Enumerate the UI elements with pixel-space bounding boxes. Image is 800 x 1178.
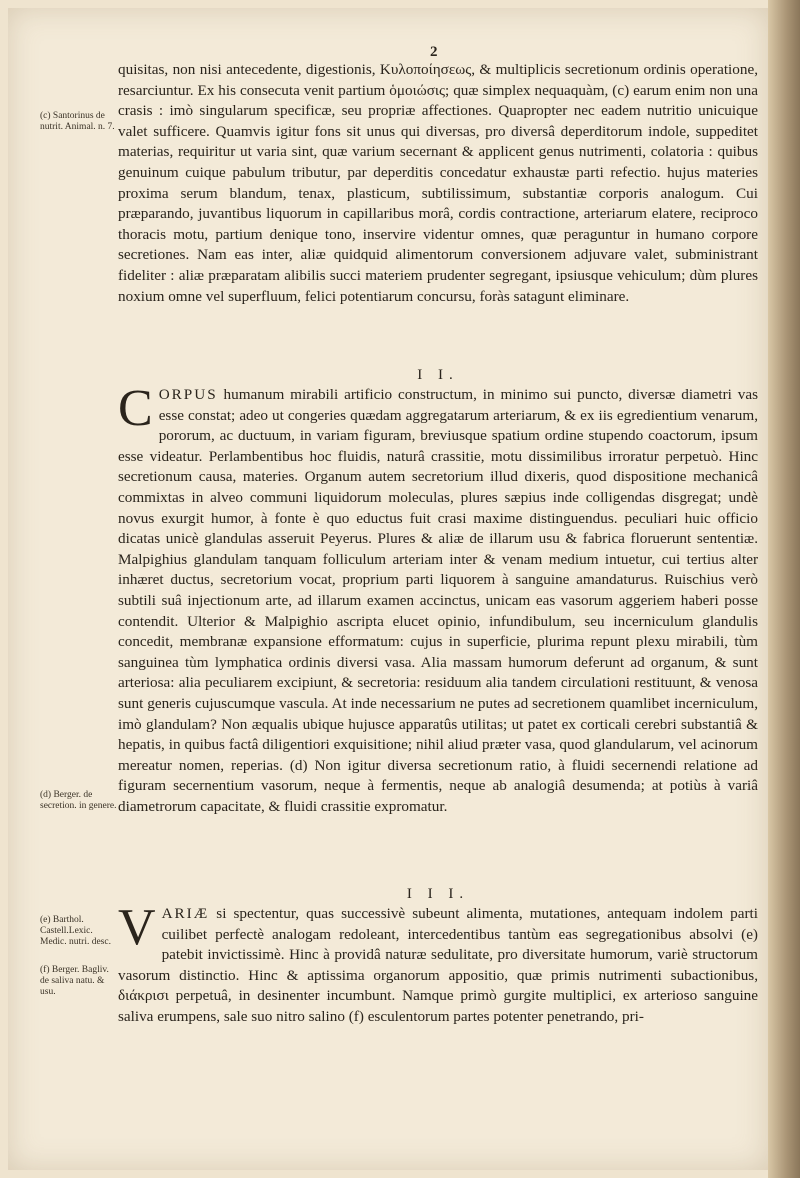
paragraph-2 [118,380,758,817]
paragraph-3 [118,899,758,1028]
margin-note-f: (f) Berger. Bagliv. de saliva natu. & usu. [40,965,109,997]
paragraph-2-text: humanum mirabili artificio constructum, in minimo sui puncto, diversæ diametri vas esse constat; adeo ut congeries quædam aggregatarum arteriarum, & ex iis egredientium venarum, pororum, ac ductuum, in variam figuram, breviusque spatium ordine stupendo coactorum, ipsum esse videatur. Perlambentibus hoc fluidis, naturâ crassitie, motu dissimilibus irroratur perpetuò. Hinc secretionum causa, materies. Organum autem secretorium illud dixeris, quod dispositione mechanicâ commixtas in alveo communi liquidorum moleculas, plures sæpius inde colligendas disgregat; undè novus exurgit humor, à fonte è quo eductus fuit crasi maxime distinguendus. peculiari huic officio dicatas unicè glandulas asseruit Peyerus. Plures & aliæ de illarum usu & fabrica floruerunt sententiæ. Malpighius glandulam tanquam folliculum arteriam inter & venam medium intuetur, cui tertius alter inhæret ductus, secretorium vocat, proprium parti liquorem à sanguine amandaturus. Ruischius verò subtili suâ injectionum arte, ad illarum examen accinctus, unicam eas vasorum aggeriem haberi posse contendit. Ulterior & Malpighio ascripta elucet opinio, infundibulum, seu incerniculum glandulis concedit, membranæ expansione efformatum: cujus in superficie, plurima repunt plexu mirabili, tùm sanguinea tùm lymphatica ordinis diversi vasa. Alia massam humorum deferunt ad organum, & sunt arteriosa: alia peculiarem excipiunt, & secretoria: residuum alia tandem circulationi restituunt, & venosa sunt generis cujuscumque vascula. At inde necessarium ne putes ad secretionem quamlibet incerniculum, imò glandulam? Non æqualis ubique hujusce apparatûs utilitas; ut patet ex corticali cerebri substantiâ & hepatis, in quibus factâ diligentiori exquisitione; nihil aliud præter vasa, quod glandularum, vel acinorum mereatur nomen, reperias. (d) Non igitur diversa secretionum ratio, à fluidi secernendi relatione ad figuram secernentium vasorum, neque à fermentis, neque ab analogiâ desumenda; at potiùs à variâ diametrorum capacitate, & fluidi crassitie expromatur. [118,386,758,815]
drop-cap-v: V [118,899,156,956]
small-caps-corpus: ORPUS [158,386,218,403]
section-3 [118,884,758,1028]
body-text-intro [118,60,758,307]
small-caps-variae: ARIÆ [161,905,210,922]
margin-note-c: (c) Santorinus de nutrit. Animal. n. 7. [40,111,115,132]
paragraph-3-text: si spectentur, quas successivè subeunt alimenta, mutationes, antequam indolem parti cuilibet perfectè analogam redoleant, intercedentibus tantùm eas segregationibus absolvi (e) patebit invictissimè. Hinc à providâ naturæ sedulitate, pro diversitate humorum, variè structorum vasorum distinctio. Hinc & aptissima organorum appositio, quæ primis nutrimenti subactionibus, διάκρισι perpetuâ, in desinenter incumbunt. Namque primò gurgite multiplici, ex arterioso sanguine saliva erumpens, sale suo nitro salino (f) esculentorum partes potenter penetrando, pri- [118,905,758,1025]
book-gutter [768,0,800,1178]
margin-note-e: (e) Barthol. Castell.Lexic. Medic. nutri. desc. [40,915,111,947]
margin-note-d: (d) Berger. de secretion. in genere. [40,790,117,811]
section-heading-2: I I. [417,367,459,383]
section-heading-3: I I I. [406,886,470,902]
section-2 [118,365,758,817]
page-number: 2 [430,44,438,60]
paragraph-1: quisitas, non nisi antecedente, digestionis, Κυλοποίησεως, & multiplicis secretionum ordinis operatione, resarciuntur. Ex his consecuta venit partium ὁμοιώσις; quæ simplex nequaquàm, (c) earum enim non una crasis : imò singularum specificæ, seu propriæ affectiones. Quapropter nec eadem nutritio unicuique valet sufficere. Quamvis igitur fons sit unus qui diversas, pro diversâ deperditorum indole, suppeditet materias, requiritur ut varia sint, quæ varium secernant & applicent genus nutrimenti, colatoria : quibus genuinum cuique pabulum tributur, par deperditis concedatur exhaustæ parti refectio. hujus materies proxima serum blandum, tenax, plasticum, subtilissimum, substantiæ corporis analogum. Cui præparando, juvantibus liquorum in capillaribus morâ, cordis contractione, arteriarum elatere, reciproco thoracis motu, partium denique tono, inservire videntur omnes, quæ peraguntur in humano corpore secretiones. Nam eas inter, aliæ quidquid alimentorum conversionem adjuvare valet, subministrant fideliter : aliæ præparatam alibilis succi materiem prudenter segregant, ipsiusque vehiculum; dùm plures noxium omne vel superfluum, felici potentiarum concursu, foràs satagunt eliminare. [118,61,758,305]
drop-cap-c: C [118,380,153,437]
